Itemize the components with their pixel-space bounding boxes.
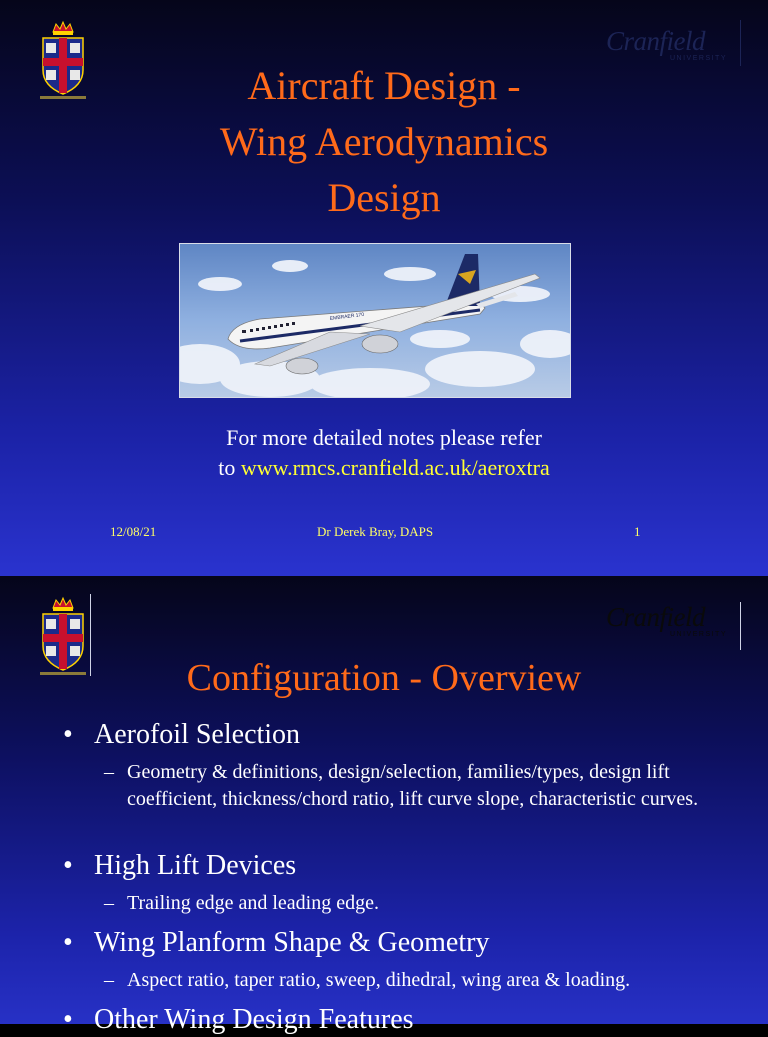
notes-reference-prefix: to bbox=[218, 455, 241, 480]
slide-title-line-1: Aircraft Design - bbox=[247, 63, 521, 108]
photo-fuselage-text: EMBRAER 170 bbox=[329, 311, 365, 322]
bullet-text: Aerofoil Selection bbox=[94, 719, 301, 750]
slide-title-line-2: Wing Aerodynamics bbox=[219, 119, 549, 164]
footer-date: 12/08/21 bbox=[110, 524, 157, 539]
bullet-text: High Lift Devices bbox=[94, 850, 297, 881]
bullet-dot: • bbox=[63, 1004, 73, 1035]
cranfield-logo-subtitle: UNIVERSITY bbox=[670, 631, 728, 638]
cranfield-logo-wordmark: Cranfield bbox=[606, 602, 706, 632]
sub-bullet-text: Trailing edge and leading edge. bbox=[127, 892, 379, 914]
sub-bullet-text: Geometry & definitions, design/selection, families/types, design lift coefficient, thickness/chord ratio, lift curve slope, characteristic curves. bbox=[127, 761, 699, 810]
slide-title-line-3: Design bbox=[327, 175, 441, 220]
bullet-dot: • bbox=[63, 927, 73, 958]
slide-title: Configuration - Overview bbox=[186, 657, 582, 699]
footer-page-number: 1 bbox=[634, 524, 641, 539]
sub-bullet-dash: – bbox=[104, 761, 114, 783]
sub-bullet-dash: – bbox=[104, 969, 114, 991]
bullet-dot: • bbox=[63, 719, 73, 750]
footer-author: Dr Derek Bray, DAPS bbox=[317, 524, 434, 539]
sub-bullet-text: Aspect ratio, taper ratio, sweep, dihedral, wing area & loading. bbox=[127, 969, 631, 991]
cranfield-logo-subtitle: UNIVERSITY bbox=[670, 55, 728, 62]
aeroxtra-link[interactable]: www.rmcs.cranfield.ac.uk/aeroxtra bbox=[240, 455, 550, 480]
sub-bullet-dash: – bbox=[104, 892, 114, 914]
bullet-dot: • bbox=[63, 850, 73, 881]
notes-reference-line-1: For more detailed notes please refer bbox=[226, 425, 542, 450]
aircraft-photo bbox=[179, 243, 571, 398]
cranfield-logo-wordmark: Cranfield bbox=[606, 26, 706, 56]
bullet-text: Other Wing Design Features bbox=[94, 1004, 414, 1035]
notes-reference-line-2 bbox=[0, 453, 768, 483]
logo-divider bbox=[740, 602, 741, 650]
bullet-text: Wing Planform Shape & Geometry bbox=[94, 927, 490, 958]
